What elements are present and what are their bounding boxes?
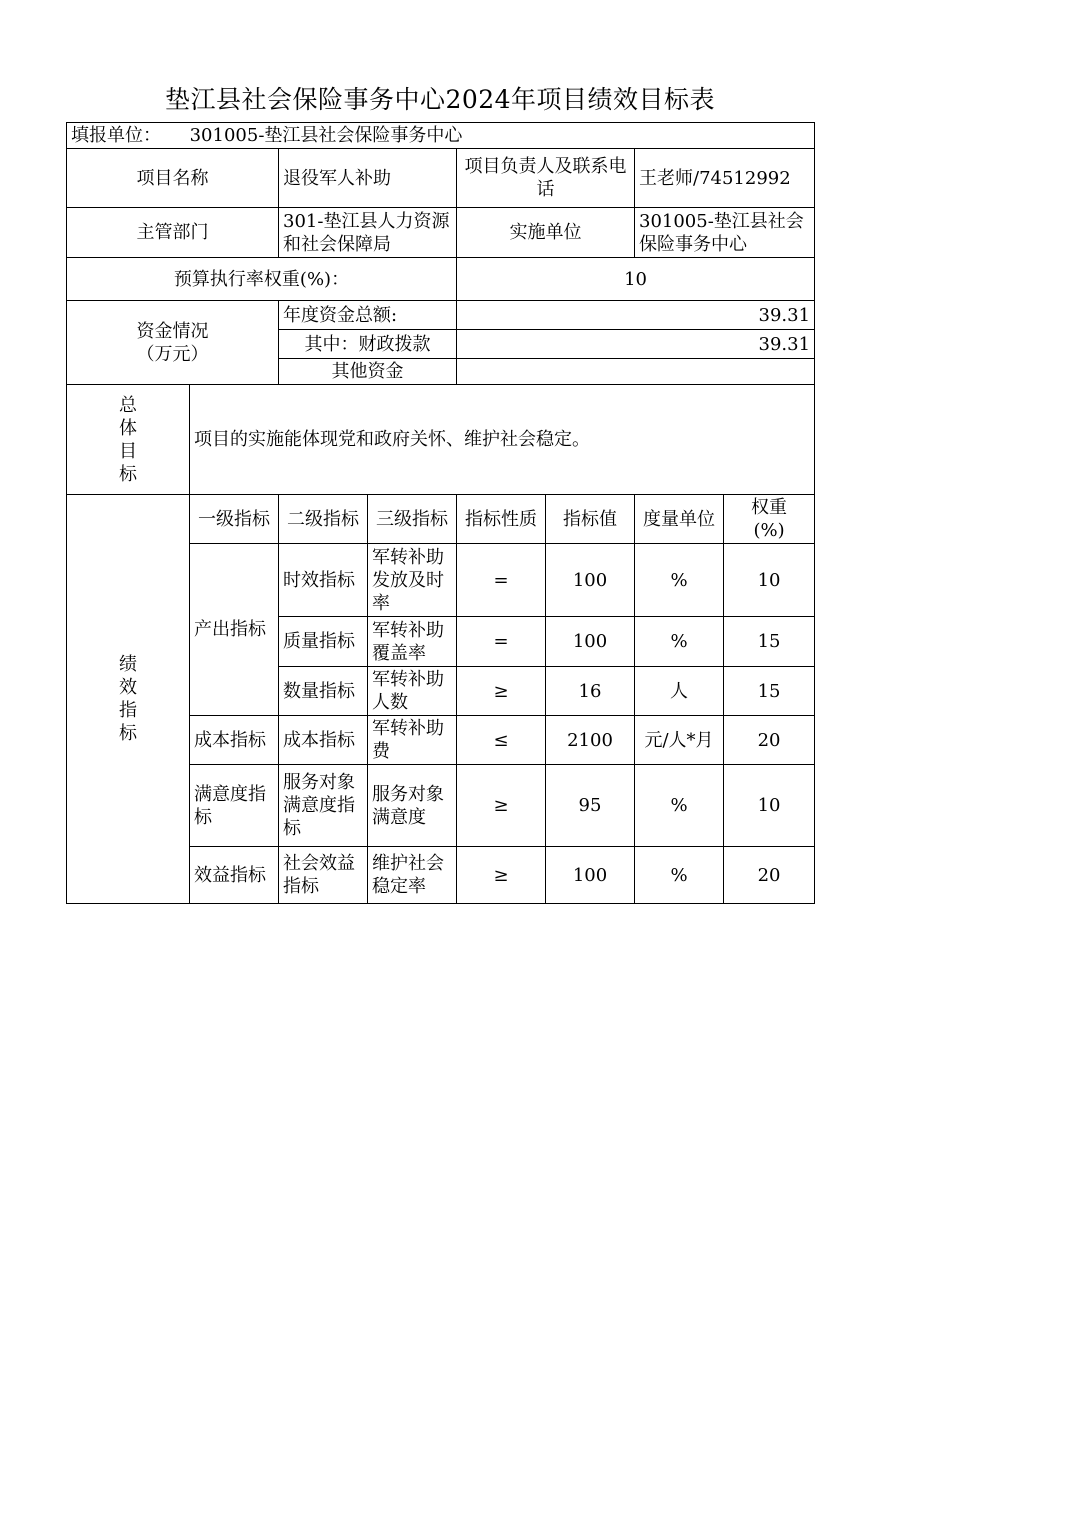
funds-label-line2: （万元）: [136, 343, 209, 365]
header-level3: 三级指标: [368, 495, 457, 544]
indicator-unit: %: [635, 617, 724, 667]
indicator-level3: 军转补助发放及时率: [368, 544, 457, 617]
indicator-level1: 满意度指标: [190, 765, 279, 847]
overall-goal-row: [67, 385, 815, 495]
indicator-level1: 效益指标: [190, 847, 279, 904]
header-weight-line2: (%): [753, 520, 785, 541]
indicator-unit: %: [635, 847, 724, 904]
indicator-level2: 质量指标: [279, 617, 368, 667]
indicator-level3: 维护社会稳定率: [368, 847, 457, 904]
funds-fiscal-label: 其中：财政拨款: [279, 330, 457, 359]
overall-goal-label: [67, 385, 190, 495]
indicator-unit: 人: [635, 667, 724, 716]
department-value: 301-垫江县人力资源和社会保障局: [279, 208, 457, 258]
header-nature: 指标性质: [457, 495, 546, 544]
indicator-level3: 军转补助覆盖率: [368, 617, 457, 667]
fill-unit-cell: [67, 123, 815, 149]
header-level2: 二级指标: [279, 495, 368, 544]
indicator-unit: %: [635, 765, 724, 847]
indicator-level2: 数量指标: [279, 667, 368, 716]
page-title: 垫江县社会保险事务中心2024年项目绩效目标表: [164, 85, 716, 114]
indicator-header-row: [67, 495, 815, 544]
indicator-weight: 15: [724, 617, 815, 667]
indicator-level3: 军转补助人数: [368, 667, 457, 716]
indicator-weight: 15: [724, 667, 815, 716]
performance-char: 指: [119, 700, 137, 721]
indicator-nature: ≥: [457, 847, 546, 904]
indicator-level2: 服务对象满意度指标: [279, 765, 368, 847]
contact-label: 项目负责人及联系电话: [457, 149, 635, 208]
header-value: 指标值: [546, 495, 635, 544]
project-name-value: 退役军人补助: [279, 149, 457, 208]
indicator-level3: 军转补助费: [368, 716, 457, 765]
performance-char: 绩: [119, 654, 137, 675]
indicator-level2: 时效指标: [279, 544, 368, 617]
budget-weight-label: 预算执行率权重(%)：: [67, 258, 457, 301]
indicator-value: 16: [546, 667, 635, 716]
funds-label-line1: 资金情况: [136, 320, 209, 342]
implementer-value: 301005-垫江县社会保险事务中心: [635, 208, 815, 258]
overall-goal-text: 项目的实施能体现党和政府关怀、维护社会稳定。: [190, 385, 815, 495]
implementer-label: 实施单位: [457, 208, 635, 258]
indicator-value: 2100: [546, 716, 635, 765]
performance-target-table: [66, 122, 815, 904]
indicator-nature: =: [457, 544, 546, 617]
performance-char: 标: [119, 723, 137, 744]
header-unit: 度量单位: [635, 495, 724, 544]
fill-unit-value: 301005-垫江县社会保险事务中心: [189, 125, 463, 146]
funds-other-value: [457, 359, 815, 385]
funds-fiscal-value: 39.31: [457, 330, 815, 359]
overall-goal-char: 总: [119, 394, 137, 416]
header-level1: 一级指标: [190, 495, 279, 544]
indicator-nature: ≥: [457, 667, 546, 716]
funds-total-label: 年度资金总额:: [279, 301, 457, 330]
performance-char: 效: [119, 677, 137, 698]
department-label: 主管部门: [67, 208, 279, 258]
funds-other-label: 其他资金: [279, 359, 457, 385]
indicator-level1: 成本指标: [190, 716, 279, 765]
indicator-unit: %: [635, 544, 724, 617]
funds-label: [67, 301, 279, 385]
fill-unit-row: [67, 123, 815, 149]
header-weight: [724, 495, 815, 544]
indicator-level2: 社会效益指标: [279, 847, 368, 904]
fill-unit-label: 填报单位：: [71, 125, 161, 146]
performance-label: [67, 495, 190, 904]
project-name-label: 项目名称: [67, 149, 279, 208]
overall-goal-char: 体: [119, 417, 137, 439]
budget-weight-row: [67, 258, 815, 301]
indicator-level1: 产出指标: [190, 544, 279, 716]
budget-weight-value: 10: [457, 258, 815, 301]
funds-total-value: 39.31: [457, 301, 815, 330]
indicator-weight: 20: [724, 716, 815, 765]
project-name-row: [67, 149, 815, 208]
indicator-weight: 20: [724, 847, 815, 904]
contact-value: 王老师/74512992: [635, 149, 815, 208]
indicator-nature: =: [457, 617, 546, 667]
department-row: [67, 208, 815, 258]
overall-goal-char: 目: [119, 440, 137, 462]
funds-total-row: [67, 301, 815, 330]
indicator-value: 95: [546, 765, 635, 847]
indicator-weight: 10: [724, 544, 815, 617]
indicator-level3: 服务对象满意度: [368, 765, 457, 847]
indicator-value: 100: [546, 847, 635, 904]
indicator-value: 100: [546, 617, 635, 667]
indicator-nature: ≤: [457, 716, 546, 765]
indicator-weight: 10: [724, 765, 815, 847]
indicator-value: 100: [546, 544, 635, 617]
indicator-level2: 成本指标: [279, 716, 368, 765]
overall-goal-char: 标: [119, 463, 137, 485]
indicator-nature: ≥: [457, 765, 546, 847]
indicator-unit: 元/人*月: [635, 716, 724, 765]
header-weight-line1: 权重: [751, 497, 788, 518]
